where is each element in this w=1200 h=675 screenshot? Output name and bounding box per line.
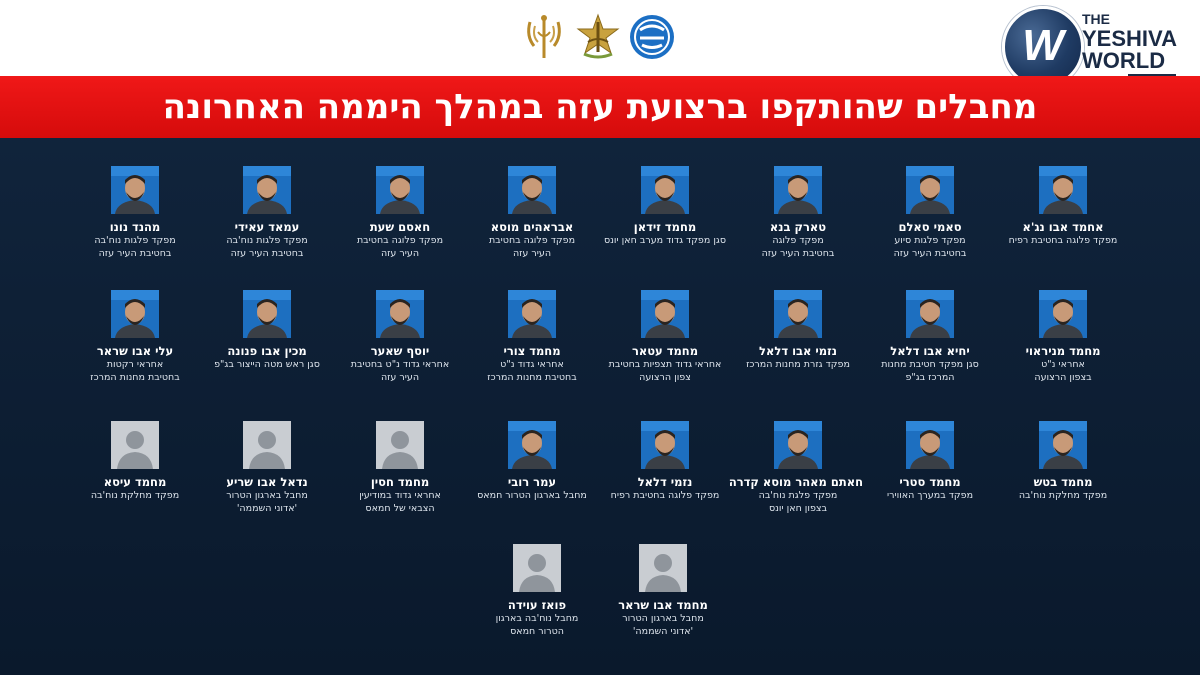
- person-role-line: מפקד מחלקת נוח'בה: [90, 490, 180, 501]
- shin-bet-emblem-icon: [628, 12, 676, 62]
- person-card: [728, 421, 863, 515]
- person-role-line: מפקד פלוגה בחטיבת: [488, 235, 576, 246]
- person-role-line: בצפון חאן יונס: [768, 502, 828, 514]
- person-name: מחמד עיסא: [103, 475, 167, 489]
- person-card: [467, 421, 597, 503]
- person-photo: [243, 166, 291, 214]
- person-role-line: העיר עזה: [512, 247, 552, 259]
- person-card: [335, 421, 465, 515]
- person-card: [202, 290, 332, 372]
- person-role-line: אחראי גדוד במודיעין: [359, 490, 441, 501]
- person-card: [202, 421, 332, 515]
- person-role-line: מפקד פלגות נוח'בה: [226, 235, 308, 246]
- person-photo: [376, 166, 424, 214]
- person-photo: [508, 290, 556, 338]
- person-photo: [774, 166, 822, 214]
- person-name: מהנד נונו: [109, 220, 161, 234]
- person-role: [202, 235, 332, 260]
- person-role-line: אחראי גדוד נ"ט בחטיבת: [350, 359, 450, 370]
- person-card: [998, 421, 1128, 503]
- person-card: [70, 421, 200, 503]
- person-card: [865, 290, 995, 384]
- person-role: [202, 490, 332, 515]
- page-title: מחבלים שהותקפו ברצועת עזה במהלך היממה האחרונה: [162, 87, 1038, 127]
- person-photo: [111, 290, 159, 338]
- person-name: אחמד אבו נג'א: [1022, 220, 1104, 234]
- person-name: מחמד מניראוי: [1025, 344, 1101, 358]
- brand-line-2: YESHIVA: [1082, 26, 1177, 51]
- person-photo: [1039, 290, 1087, 338]
- person-role: [733, 235, 863, 260]
- person-card: [733, 166, 863, 260]
- person-role-line: מחבל נוח'בה בארגון: [495, 613, 579, 624]
- person-photo: [906, 166, 954, 214]
- person-role: [600, 490, 730, 503]
- person-role: [733, 490, 863, 515]
- person-role-line: בחטיבת העיר עזה: [98, 247, 172, 259]
- person-role-line: העיר עזה: [380, 371, 420, 383]
- person-name: מחמד סטרי: [899, 475, 961, 489]
- person-role-line: מפקד גזרת מחנות המרכז: [746, 359, 850, 370]
- person-name: עמאד עאידי: [234, 220, 300, 234]
- person-role-line: מחבל בארגון הטרור חמאס: [477, 490, 587, 501]
- person-role-line: אחראי נ"ט: [1041, 359, 1085, 370]
- person-name: יחיא אבו דלאל: [890, 344, 970, 358]
- person-card: [600, 421, 730, 503]
- person-card: [598, 544, 728, 638]
- person-role-line: אחראי גדוד נ"ט: [500, 359, 564, 370]
- person-role-line: בחטיבת העיר עזה: [893, 247, 967, 259]
- person-role-line: 'אדוני השממה': [632, 625, 694, 637]
- person-role-line: מפקד במערך האווירי: [886, 490, 974, 501]
- idf-emblem-icon: [574, 12, 622, 62]
- title-banner: [0, 76, 1200, 138]
- person-role-line: העיר עזה: [380, 247, 420, 259]
- person-role: [598, 613, 728, 638]
- person-photo: [641, 421, 689, 469]
- person-name: מחמד צורי: [503, 344, 561, 358]
- person-name: נזמי דלאל: [637, 475, 693, 489]
- person-photo: [641, 166, 689, 214]
- person-role: [865, 235, 995, 260]
- person-name: עלי אבו שראר: [96, 344, 174, 358]
- person-name: נדאל אבו שריע: [226, 475, 308, 489]
- person-photo: [508, 421, 556, 469]
- person-role: [733, 359, 863, 372]
- person-role: [998, 490, 1128, 503]
- person-role-line: צפון הרצועה: [639, 371, 691, 383]
- person-photo: [906, 290, 954, 338]
- person-card: [70, 290, 200, 384]
- top-bar: [0, 0, 1200, 76]
- person-role-line: מפקד פלוגה בחטיבת רפיח: [610, 490, 720, 501]
- person-role-line: מחבל בארגון הטרור: [622, 613, 704, 624]
- person-card: [70, 166, 200, 260]
- person-role-line: מפקד פלוגה: [772, 235, 824, 246]
- yeshiva-world-news-logo: [998, 4, 1188, 84]
- logo-group: [520, 12, 680, 66]
- person-card: [865, 166, 995, 260]
- person-role: [335, 490, 465, 515]
- person-role: [600, 359, 730, 384]
- person-name: אבראהים מוסא: [490, 220, 574, 234]
- brand-line-1: THE: [1082, 11, 1110, 27]
- person-name: יוסף שאער: [370, 344, 430, 358]
- person-photo: [1039, 166, 1087, 214]
- person-role: [70, 235, 200, 260]
- person-card: [998, 290, 1128, 384]
- person-card: [467, 166, 597, 260]
- person-placeholder-icon: [513, 544, 561, 592]
- person-role: [865, 490, 995, 503]
- person-name: מחמד אבו שראר: [618, 598, 708, 612]
- person-name: מחמד עטאר: [631, 344, 699, 358]
- person-role-line: הטרור חמאס: [510, 625, 564, 637]
- person-placeholder-icon: [376, 421, 424, 469]
- brand-line-3: WORLD: [1082, 48, 1166, 73]
- person-role-line: מפקד פלגות נוח'בה: [94, 235, 176, 246]
- person-photo: [111, 166, 159, 214]
- idf-intelligence-emblem-icon: [520, 12, 568, 62]
- person-card: [733, 290, 863, 372]
- person-role-line: סגן מפקד גדוד מערב חאן יונס: [603, 235, 727, 246]
- person-photo: [906, 421, 954, 469]
- person-name: חאסם שעת: [369, 220, 431, 234]
- person-role-line: מפקד פלגות סיוע: [894, 235, 966, 246]
- person-card: [335, 166, 465, 260]
- person-name: מחמד זידאן: [633, 220, 697, 234]
- person-card: [335, 290, 465, 384]
- person-card: [202, 166, 332, 260]
- person-photo: [641, 290, 689, 338]
- person-role-line: בחטיבת מחנות המרכז: [90, 371, 180, 383]
- person-name: פואז עוידה: [507, 598, 567, 612]
- person-name: מחמד חסין: [370, 475, 430, 489]
- person-role-line: מחבל בארגון הטרור: [226, 490, 308, 501]
- person-role: [467, 490, 597, 503]
- person-name: טארק בנא: [769, 220, 827, 234]
- person-role-line: 'אדוני השממה': [236, 502, 298, 514]
- person-role-line: בצפון הרצועה: [1034, 371, 1092, 383]
- person-role: [467, 235, 597, 260]
- person-card: [600, 166, 730, 248]
- person-role-line: בחטיבת מחנות המרכז: [487, 371, 577, 383]
- person-role: [998, 235, 1128, 248]
- person-placeholder-icon: [111, 421, 159, 469]
- person-name: מחמד בטש: [1033, 475, 1093, 489]
- person-role: [202, 359, 332, 372]
- person-name: נזמי אבו דלאל: [759, 344, 837, 358]
- person-role-line: אחראי גדוד תצפיות בחטיבת: [608, 359, 722, 370]
- person-placeholder-icon: [639, 544, 687, 592]
- person-name: סאמי סאלם: [898, 220, 962, 234]
- person-name: מכין אבו פנונה: [227, 344, 307, 358]
- person-role-line: המרכז בג"פ: [905, 371, 955, 383]
- person-role: [467, 359, 597, 384]
- person-photo: [243, 290, 291, 338]
- person-role: [998, 359, 1128, 384]
- person-role-line: סגן ראש מטה הייצור בג"פ: [214, 359, 320, 370]
- person-role-line: מפקד פלוגה בחטיבת רפיח: [1008, 235, 1118, 246]
- person-role: [335, 359, 465, 384]
- person-photo: [774, 421, 822, 469]
- person-role-line: מפקד פלוגה בחטיבת: [356, 235, 444, 246]
- person-role-line: אחראי רקטות: [106, 359, 164, 370]
- person-photo: [508, 166, 556, 214]
- brand-letter: W: [1022, 21, 1064, 70]
- person-photo: [774, 290, 822, 338]
- person-placeholder-icon: [243, 421, 291, 469]
- person-name: חאתם מאהר מוסא קדרה: [728, 475, 863, 489]
- person-card: [467, 290, 597, 384]
- person-role: [335, 235, 465, 260]
- person-name: עמר רובי: [507, 475, 557, 489]
- person-role-line: בחטיבת העיר עזה: [761, 247, 835, 259]
- person-role-line: הצבאי של חמאס: [365, 502, 435, 514]
- person-role-line: סגן מפקד חטיבת מחנות: [881, 359, 979, 370]
- person-role: [70, 359, 200, 384]
- person-card: [472, 544, 602, 638]
- person-card: [865, 421, 995, 503]
- person-photo: [1039, 421, 1087, 469]
- person-role: [70, 490, 200, 503]
- person-role: [600, 235, 730, 248]
- person-photo: [376, 290, 424, 338]
- person-card: [600, 290, 730, 384]
- person-role-line: בחטיבת העיר עזה: [230, 247, 304, 259]
- person-role-line: מפקד פלגת נוח'בה: [758, 490, 838, 501]
- person-role: [472, 613, 602, 638]
- person-card: [998, 166, 1128, 248]
- person-role-line: מפקד מחלקת נוח'בה: [1018, 490, 1108, 501]
- person-role: [865, 359, 995, 384]
